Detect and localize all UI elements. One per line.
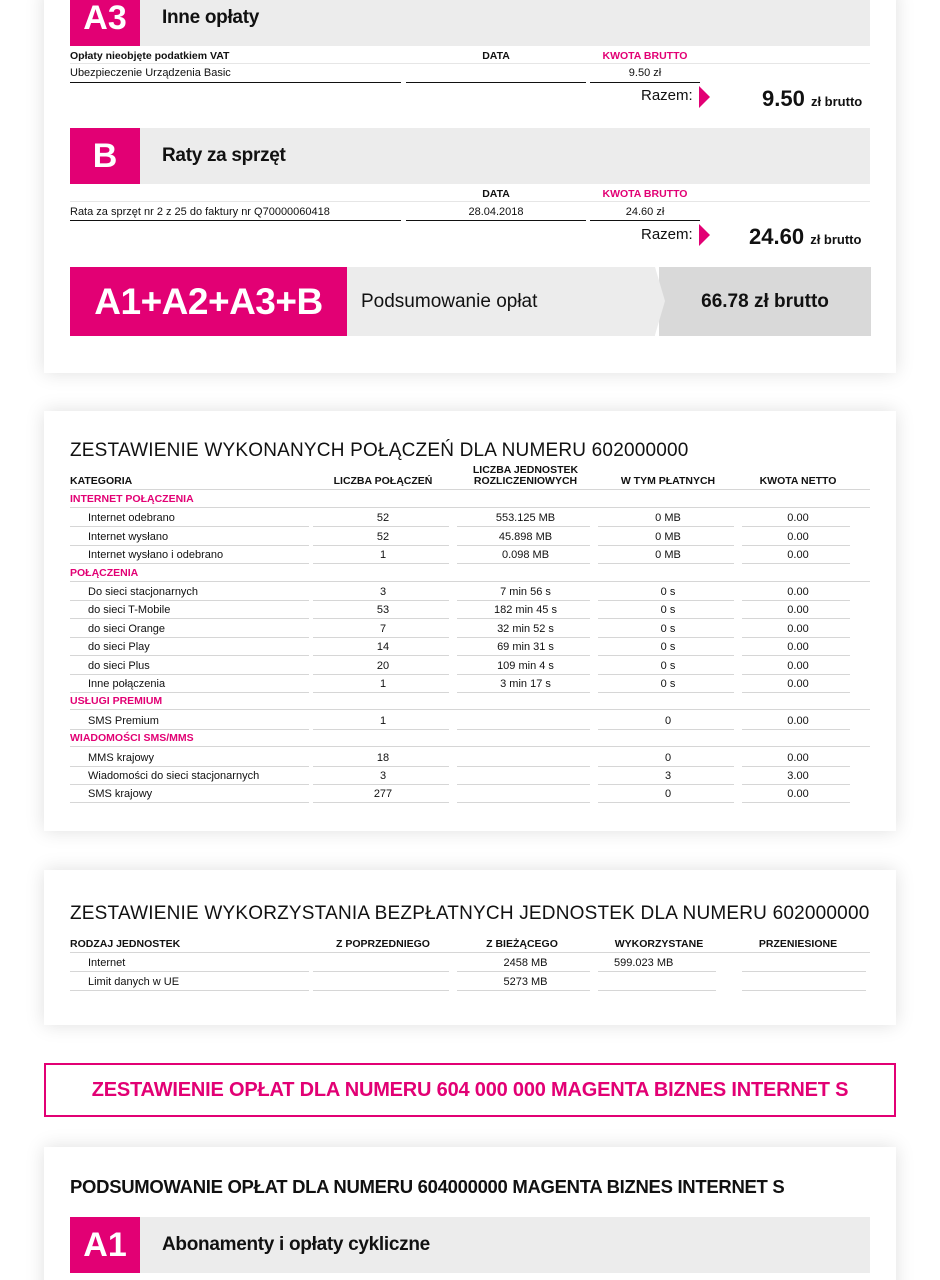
calls-row-cell: 14 xyxy=(376,641,390,654)
calls-row-cell: 1 xyxy=(379,678,387,690)
calls-row-line xyxy=(598,618,734,619)
section-a1-code: A1 xyxy=(70,1217,140,1273)
calls-row-line xyxy=(313,600,449,601)
free-row-line xyxy=(598,990,716,991)
calls-row-line xyxy=(70,802,309,803)
calls-row-cell: 20 xyxy=(376,659,390,672)
calls-row-cell: 0 xyxy=(664,788,672,801)
a3-razem-amount: 9.50 xyxy=(762,86,805,111)
calls-row-cell: 69 min 31 s xyxy=(497,641,554,654)
calls-row-line xyxy=(742,600,850,601)
calls-row-line xyxy=(313,655,449,656)
b-row-amount: 24.60 zł xyxy=(625,206,665,218)
calls-row-line xyxy=(457,618,590,619)
free-header-transferred: PRZENIESIONE xyxy=(758,938,838,950)
calls-row-line xyxy=(457,655,590,656)
a3-underline-amount xyxy=(590,82,700,83)
calls-header-units-1: LICZBA JEDNOSTEK xyxy=(472,464,579,476)
calls-row-label: do sieci Plus xyxy=(88,659,150,672)
calls-row-label: SMS krajowy xyxy=(88,788,153,801)
calls-row-line xyxy=(313,766,449,767)
calls-row-cell: 45.898 MB xyxy=(498,530,553,543)
free-header-used: WYKORZYSTANE xyxy=(614,938,704,950)
a3-row-label: Ubezpieczenie Urządzenia Basic xyxy=(70,67,231,79)
calls-row-line xyxy=(70,637,309,638)
calls-row-line xyxy=(457,802,590,803)
free-units-title: ZESTAWIENIE WYKORZYSTANIA BEZPŁATNYCH JEDNOSTEK DLA NUMERU 602000000 xyxy=(70,903,870,924)
calls-row-line xyxy=(313,784,449,785)
calls-row-cell: 0.00 xyxy=(787,641,809,654)
calls-row-line xyxy=(70,563,309,564)
calls-row-cell: 3.00 xyxy=(787,770,809,782)
summary-code-box xyxy=(70,267,347,336)
free-header-previous: Z POPRZEDNIEGO xyxy=(336,938,430,950)
calls-category: USŁUGI PREMIUM xyxy=(70,695,163,708)
b-underline-label xyxy=(70,220,401,221)
calls-row-line xyxy=(598,545,734,546)
calls-row-line xyxy=(70,674,309,675)
calls-row-cell: 3 xyxy=(664,770,672,782)
calls-row-line xyxy=(457,729,590,730)
calls-row-cell: 1 xyxy=(379,714,387,727)
calls-row-cell: 0.00 xyxy=(787,678,809,690)
calls-row-line xyxy=(70,655,309,656)
calls-row-cell: 0 xyxy=(664,714,672,727)
free-row-line xyxy=(457,990,590,991)
calls-row-cell: 0 s xyxy=(660,659,676,672)
calls-row-cell: 0 s xyxy=(660,604,676,617)
free-row-line xyxy=(457,971,590,972)
a3-razem-label: Razem: xyxy=(641,87,693,104)
calls-row-line xyxy=(313,802,449,803)
calls-row-line xyxy=(598,637,734,638)
b-col-date: DATA xyxy=(482,188,510,200)
calls-row-cell: 0 MB xyxy=(655,512,681,525)
calls-row-line xyxy=(742,526,850,527)
b-razem-amount: 24.60 xyxy=(749,224,805,249)
calls-row-line xyxy=(313,618,449,619)
calls-row-line xyxy=(70,526,309,527)
section-b-code: B xyxy=(70,128,140,184)
a3-underline-label xyxy=(70,82,401,83)
number-banner-text: ZESTAWIENIE OPŁAT DLA NUMERU 604 000 000 MAGENTA BIZNES INTERNET S xyxy=(91,1078,849,1101)
calls-header-category: KATEGORIA xyxy=(70,475,133,487)
calls-row-line xyxy=(70,618,309,619)
b-col-amount: KWOTA BRUTTO xyxy=(602,188,688,200)
free-row-line xyxy=(742,971,866,972)
calls-row-line xyxy=(457,674,590,675)
calls-row-line xyxy=(313,526,449,527)
calls-row-cell: 0.00 xyxy=(787,788,809,801)
summary-arrow-notch xyxy=(655,267,665,335)
calls-row-cell: 0.098 MB xyxy=(501,549,550,562)
calls-row-line xyxy=(598,802,734,803)
calls-row-line xyxy=(457,637,590,638)
calls-row-line xyxy=(313,729,449,730)
calls-row-cell: 52 xyxy=(376,512,390,525)
calls-row-cell: 0 s xyxy=(660,586,676,598)
calls-row-line xyxy=(313,692,449,693)
free-row-line xyxy=(598,971,716,972)
calls-row-line xyxy=(313,563,449,564)
calls-row-cell: 32 min 52 s xyxy=(497,622,554,635)
summary-value-box xyxy=(659,267,871,336)
calls-row-line xyxy=(70,692,309,693)
calls-row-line xyxy=(598,729,734,730)
calls-header-line xyxy=(70,489,870,490)
section-a1-header xyxy=(70,1217,870,1273)
calls-row-line xyxy=(457,545,590,546)
calls-row-label: MMS krajowy xyxy=(88,751,155,764)
calls-row-cell: 52 xyxy=(376,530,390,543)
free-row-line xyxy=(742,990,866,991)
calls-row-line xyxy=(598,526,734,527)
calls-row-line xyxy=(598,563,734,564)
free-row-line xyxy=(70,990,309,991)
calls-row-line xyxy=(457,692,590,693)
a3-col-amount: KWOTA BRUTTO xyxy=(602,50,688,62)
calls-row-cell: 277 xyxy=(373,788,393,801)
calls-row-line xyxy=(70,545,309,546)
calls-row-cell: 0.00 xyxy=(787,659,809,672)
calls-row-line xyxy=(70,784,309,785)
b-row-label: Rata za sprzęt nr 2 z 25 do faktury nr Q70000060418 xyxy=(70,206,330,218)
calls-row-line xyxy=(313,637,449,638)
calls-row-cell: 3 xyxy=(379,770,387,782)
a3-col-date: DATA xyxy=(482,50,510,62)
calls-row-cell: 0.00 xyxy=(787,530,809,543)
calls-row-line xyxy=(598,692,734,693)
calls-row-line xyxy=(70,600,309,601)
free-header-current: Z BIEŻĄCEGO xyxy=(486,938,558,950)
section-a3-title: Inne opłaty xyxy=(162,7,259,28)
calls-row-cell: 18 xyxy=(376,751,390,764)
calls-category: INTERNET POŁĄCZENIA xyxy=(70,493,194,505)
calls-category-line xyxy=(70,581,870,582)
a3-underline-date xyxy=(406,82,586,83)
calls-row-line xyxy=(313,674,449,675)
calls-row-line xyxy=(313,545,449,546)
calls-row-line xyxy=(742,563,850,564)
free-row-cell: 2458 MB xyxy=(503,957,548,969)
calls-category: WIADOMOŚCI SMS/MMS xyxy=(70,732,194,745)
calls-row-line xyxy=(742,637,850,638)
free-row-label: Internet xyxy=(88,957,126,969)
b-header-line xyxy=(70,201,870,202)
calls-row-cell: 0 MB xyxy=(655,530,681,543)
section-a3-header xyxy=(70,0,870,46)
calls-row-line xyxy=(70,729,309,730)
a3-row-amount: 9.50 zł xyxy=(628,67,662,79)
calls-row-line xyxy=(457,600,590,601)
calls-row-label: do sieci Orange xyxy=(88,622,166,635)
section-a3-code: A3 xyxy=(70,0,140,46)
calls-row-cell: 1 xyxy=(379,549,387,562)
next-summary-title: PODSUMOWANIE OPŁAT DLA NUMERU 604000000 MAGENTA BIZNES INTERNET S xyxy=(70,1176,785,1197)
calls-row-line xyxy=(70,766,309,767)
calls-row-label: Internet odebrano xyxy=(88,512,175,525)
calls-row-cell: 553.125 MB xyxy=(495,512,556,525)
calls-row-line xyxy=(598,766,734,767)
free-row-line xyxy=(313,990,449,991)
calls-row-line xyxy=(742,729,850,730)
calls-row-cell: 0.00 xyxy=(787,751,809,764)
calls-row-line xyxy=(598,600,734,601)
calls-category-line xyxy=(70,746,870,747)
calls-row-cell: 53 xyxy=(376,604,390,617)
a3-col-label: Opłaty nieobjęte podatkiem VAT xyxy=(70,50,230,62)
calls-row-label: do sieci Play xyxy=(88,641,150,654)
b-razem-unit: zł brutto xyxy=(810,232,862,247)
calls-row-cell: 3 min 17 s xyxy=(500,678,551,690)
calls-title: ZESTAWIENIE WYKONANYCH POŁĄCZEŃ DLA NUMERU 602000000 xyxy=(70,440,689,461)
calls-header-net: KWOTA NETTO xyxy=(759,475,837,487)
calls-row-cell: 0 xyxy=(664,751,672,764)
calls-row-line xyxy=(598,655,734,656)
calls-row-label: Wiadomości do sieci stacjonarnych xyxy=(88,770,260,782)
calls-row-cell: 7 xyxy=(379,622,387,635)
b-row-date: 28.04.2018 xyxy=(468,206,524,218)
a3-razem-arrow xyxy=(699,86,710,108)
calls-row-line xyxy=(742,784,850,785)
calls-row-cell: 0.00 xyxy=(787,512,809,525)
calls-row-line xyxy=(742,655,850,656)
calls-category-line xyxy=(70,507,870,508)
calls-row-line xyxy=(598,674,734,675)
calls-row-label: Inne połączenia xyxy=(88,678,166,690)
calls-row-cell: 3 xyxy=(379,586,387,598)
a3-header-line xyxy=(70,63,870,64)
free-header-type: RODZAJ JEDNOSTEK xyxy=(70,938,181,950)
a3-razem-unit: zł brutto xyxy=(810,94,863,109)
calls-row-cell: 109 min 4 s xyxy=(497,659,554,672)
b-underline-amount xyxy=(590,220,700,221)
calls-header-paid: W TYM PŁATNYCH xyxy=(620,475,716,487)
b-razem-label: Razem: xyxy=(641,226,693,243)
calls-row-label: SMS Premium xyxy=(88,714,159,727)
calls-row-cell: 0.00 xyxy=(787,549,809,562)
calls-row-cell: 182 min 45 s xyxy=(494,604,557,617)
calls-row-line xyxy=(742,674,850,675)
summary-value: 66.78 zł brutto xyxy=(701,290,829,312)
calls-row-cell: 0.00 xyxy=(787,714,809,727)
calls-row-line xyxy=(742,802,850,803)
calls-row-label: Internet wysłano i odebrano xyxy=(88,549,224,562)
calls-row-line xyxy=(742,766,850,767)
section-a1-title: Abonamenty i opłaty cykliczne xyxy=(162,1234,430,1255)
calls-row-cell: 7 min 56 s xyxy=(500,586,551,598)
calls-row-cell: 0.00 xyxy=(787,604,809,617)
free-row-cell: 5273 MB xyxy=(503,975,548,988)
calls-row-line xyxy=(742,618,850,619)
number-banner xyxy=(44,1063,896,1117)
free-header-line xyxy=(70,952,870,953)
calls-row-line xyxy=(457,563,590,564)
calls-category-line xyxy=(70,709,870,710)
free-row-cell: 599.023 MB xyxy=(614,957,674,969)
summary-label-box xyxy=(347,267,655,336)
calls-row-label: Do sieci stacjonarnych xyxy=(88,586,199,598)
b-razem-arrow xyxy=(699,224,710,246)
calls-row-cell: 0 s xyxy=(660,622,676,635)
calls-row-line xyxy=(457,784,590,785)
calls-row-cell: 0.00 xyxy=(787,586,809,598)
calls-row-line xyxy=(598,784,734,785)
calls-row-cell: 0 s xyxy=(660,641,676,654)
section-b-title: Raty za sprzęt xyxy=(162,145,286,166)
calls-row-cell: 0 s xyxy=(660,678,676,690)
b-razem-value xyxy=(749,224,861,250)
calls-header-count: LICZBA POŁĄCZEŃ xyxy=(333,475,433,487)
summary-label: Podsumowanie opłat xyxy=(361,290,538,312)
calls-header-units-2: ROZLICZENIOWYCH xyxy=(473,475,578,487)
free-row-line xyxy=(313,971,449,972)
calls-row-line xyxy=(742,692,850,693)
calls-row-line xyxy=(457,526,590,527)
b-underline-date xyxy=(406,220,586,221)
a3-razem-value xyxy=(762,86,862,112)
summary-code: A1+A2+A3+B xyxy=(94,280,323,322)
calls-row-cell: 0.00 xyxy=(787,622,809,635)
section-b-header xyxy=(70,128,870,184)
free-row-line xyxy=(70,971,309,972)
calls-row-label: Internet wysłano xyxy=(88,530,169,543)
calls-row-label: do sieci T-Mobile xyxy=(88,604,171,617)
calls-category: POŁĄCZENIA xyxy=(70,566,139,579)
calls-row-cell: 0 MB xyxy=(655,549,681,562)
free-row-label: Limit danych w UE xyxy=(88,975,180,988)
calls-row-line xyxy=(742,545,850,546)
calls-row-line xyxy=(457,766,590,767)
